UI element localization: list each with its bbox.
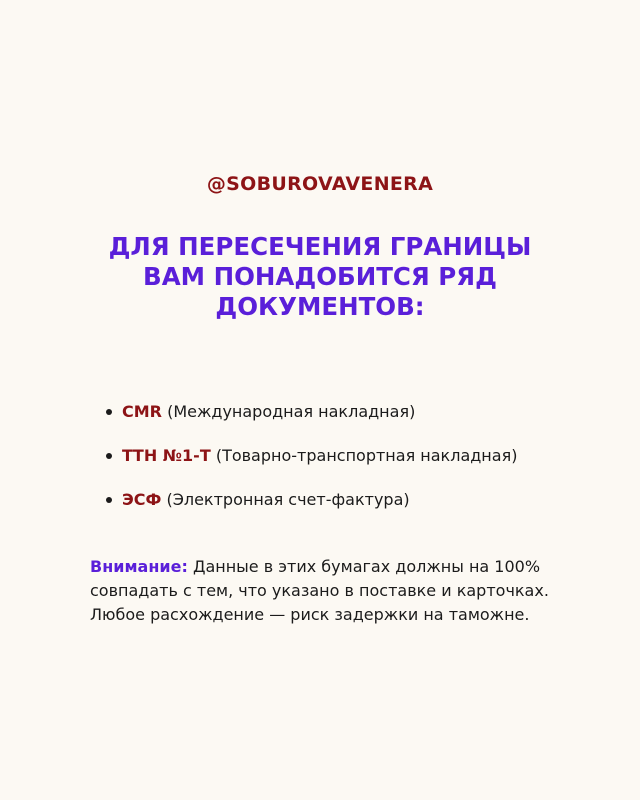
headline xyxy=(70,232,570,322)
notice-label: Внимание: xyxy=(90,557,188,576)
document-code: CMR xyxy=(122,402,162,421)
documents-list xyxy=(104,400,517,532)
document-description: (Международная накладная) xyxy=(161,402,416,421)
notice-text: Данные в этих бумагах должны на 100% совпадать с тем, что указано в поставке и карточках. xyxy=(90,557,549,600)
list-item xyxy=(104,444,517,468)
document-code: ЭСФ xyxy=(122,490,162,509)
document-description: (Товарно-транспортная накладная) xyxy=(210,446,518,465)
bullet-icon xyxy=(106,497,112,503)
document-description: (Электронная счет-фактура) xyxy=(161,490,410,509)
author-handle: @SOBUROVAVENERA xyxy=(206,173,434,195)
headline-line: ДЛЯ ПЕРЕСЕЧЕНИЯ ГРАНИЦЫ xyxy=(108,232,532,261)
bullet-icon xyxy=(106,409,112,415)
headline-line: ДОКУМЕНТОВ: xyxy=(215,292,425,321)
notice-paragraph xyxy=(90,555,560,603)
notice-block xyxy=(90,555,560,627)
headline-line: ВАМ ПОНАДОБИТСЯ РЯД xyxy=(143,262,497,291)
document-code: ТТН №1-Т xyxy=(122,446,211,465)
list-item xyxy=(104,400,517,424)
list-item xyxy=(104,488,517,512)
notice-followup: Любое расхождение — риск задержки на таможне. xyxy=(90,605,530,624)
bullet-icon xyxy=(106,453,112,459)
